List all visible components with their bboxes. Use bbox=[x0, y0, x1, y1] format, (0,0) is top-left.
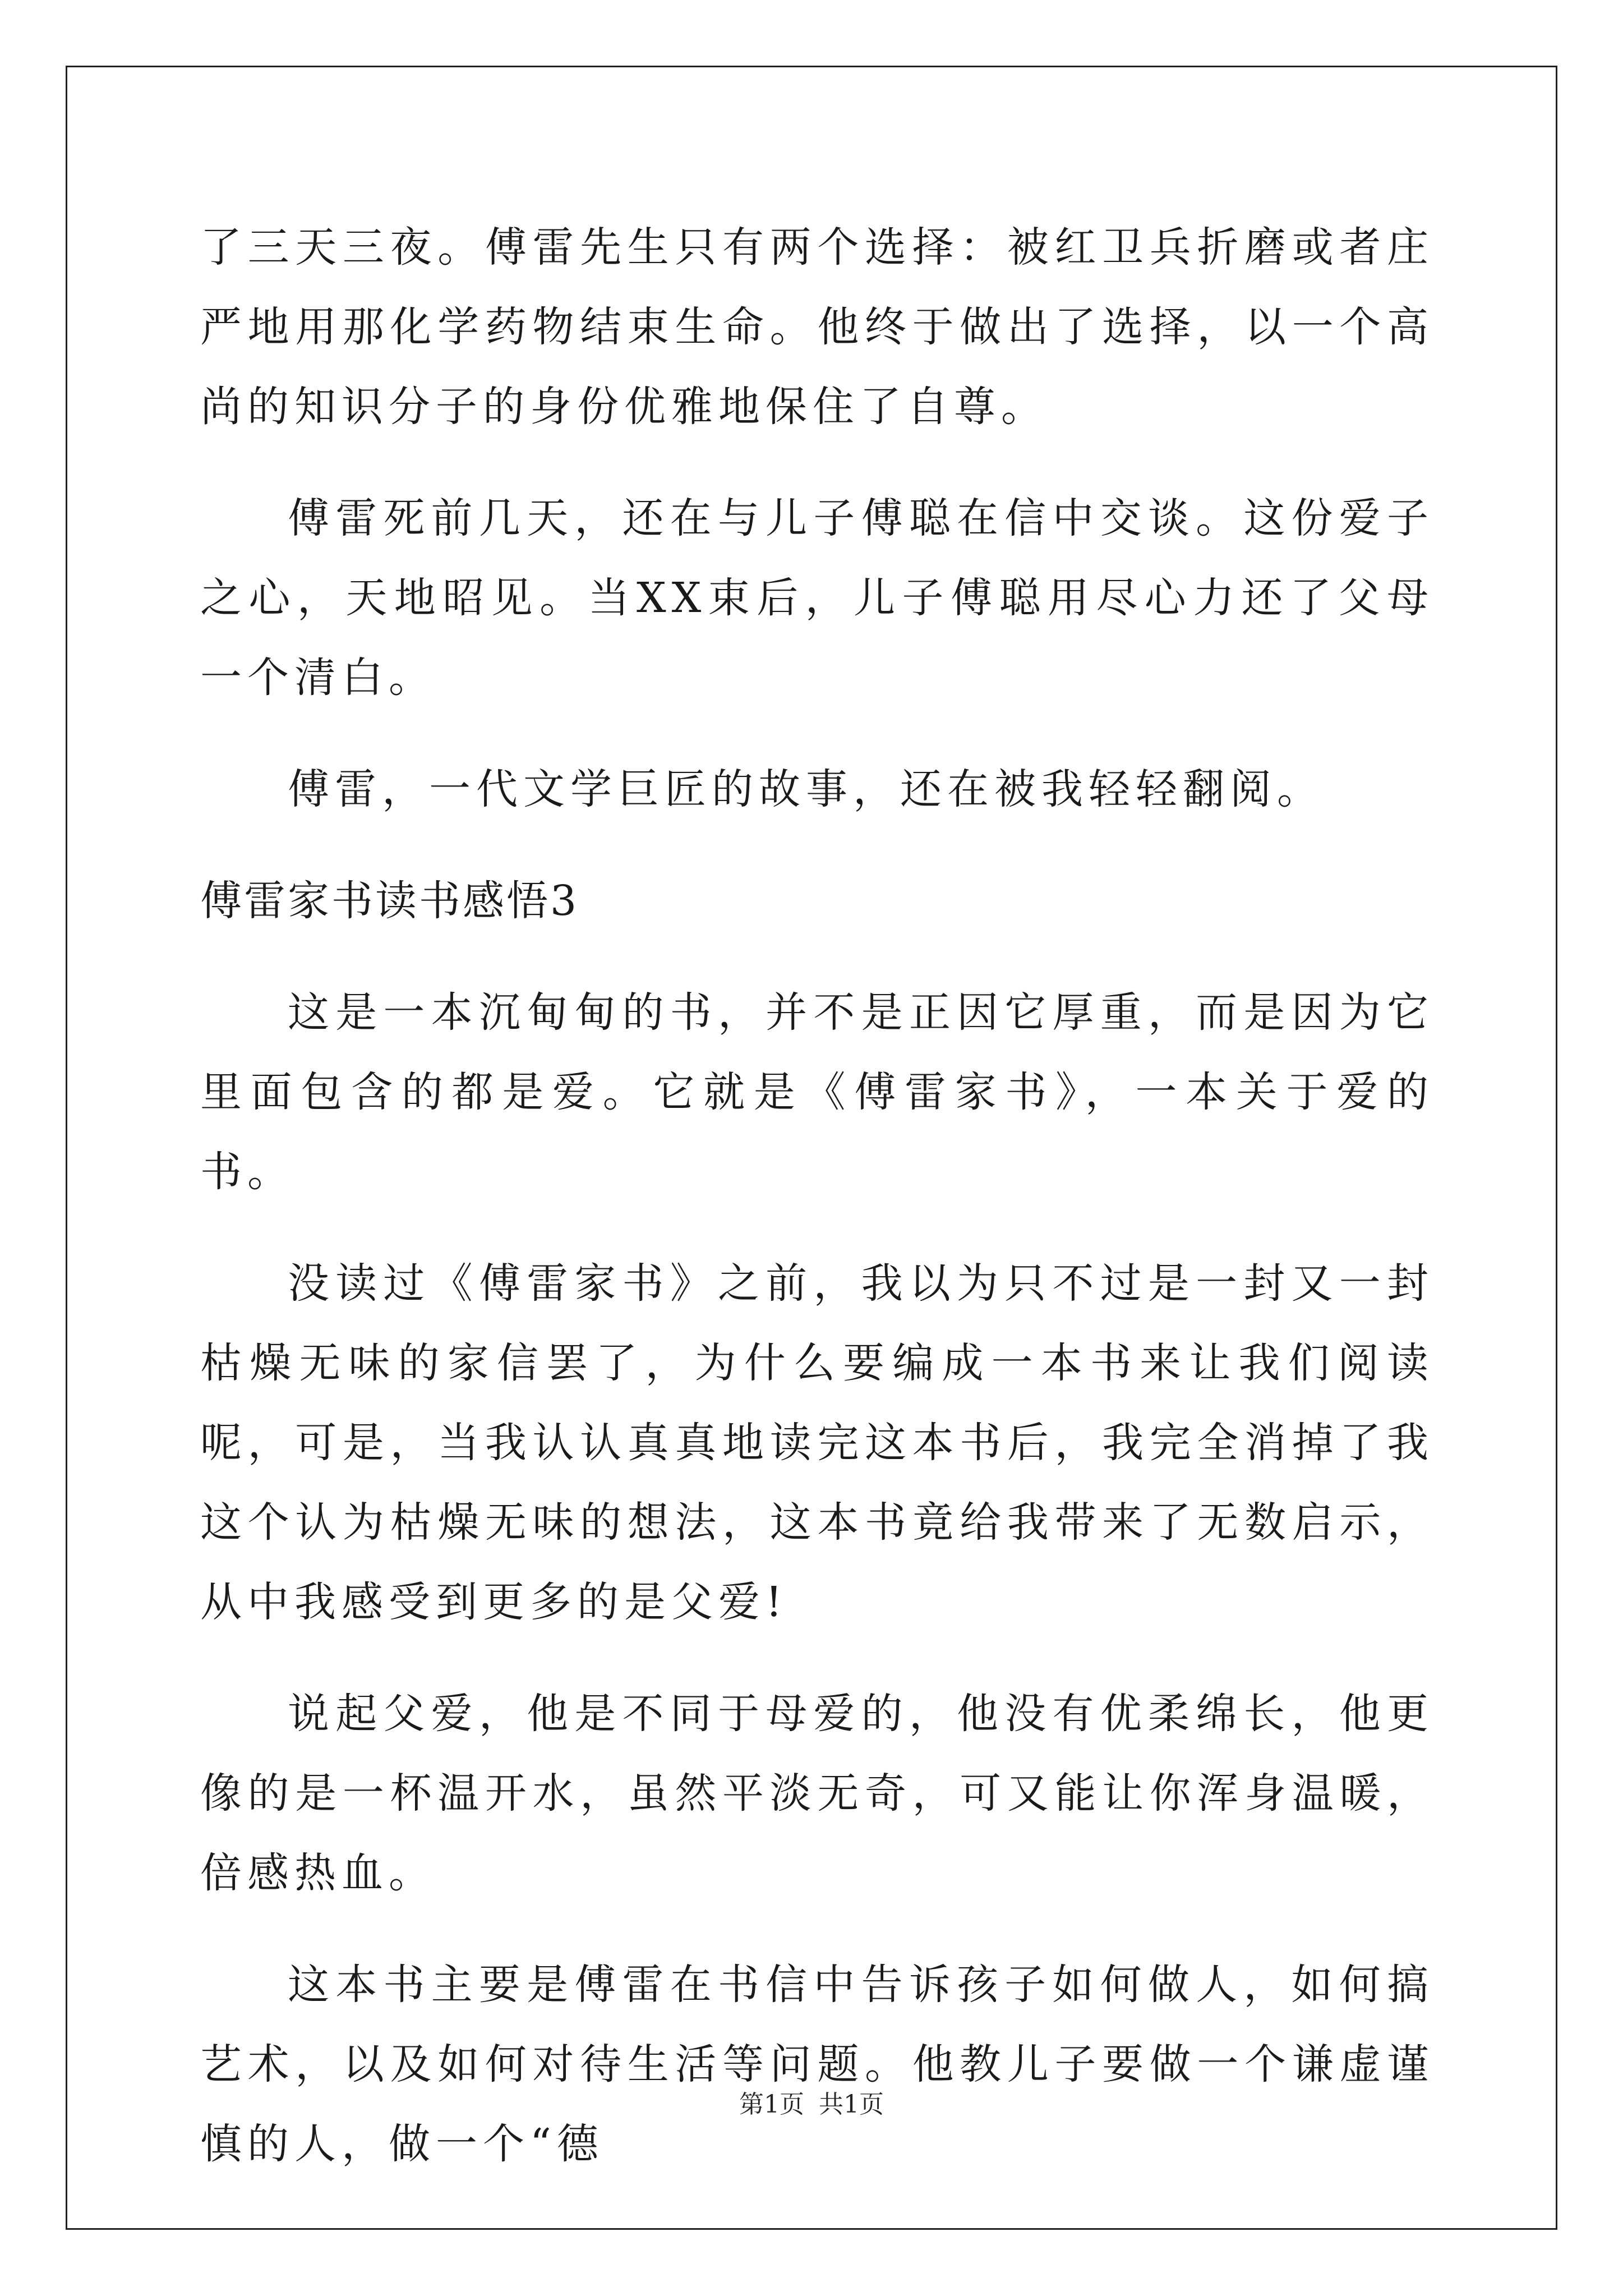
page-number: 第1页 bbox=[739, 2090, 804, 2119]
paragraph: 傅雷死前几天，还在与儿子傅聪在信中交谈。这份爱子之心，天地昭见。当XX束后，儿子傅聪用尽心力还了父母一个清白。 bbox=[200, 494, 1434, 702]
document-body bbox=[200, 208, 1434, 2216]
page-total: 共1页 bbox=[819, 2090, 884, 2119]
paragraph: 傅雷，一代文学巨匠的故事，还在被我轻轻翻阅。 bbox=[288, 765, 1324, 813]
paragraph: 这是一本沉甸甸的书，并不是正因它厚重，而是因为它里面包含的都是爱。它就是《傅雷家书》，一本关于爱的书。 bbox=[200, 988, 1434, 1196]
section-heading: 傅雷家书读书感悟3 bbox=[200, 877, 579, 925]
paragraph: 没读过《傅雷家书》之前，我以为只不过是一封又一封枯燥无味的家信罢了，为什么要编成一本书来让我们阅读呢，可是，当我认认真真地读完这本书后，我完全消掉了我这个认为枯燥无味的想法，这本书竟给我带来了无数启示，从中我感受到更多的是父爱! bbox=[200, 1259, 1434, 1626]
paragraph: 说起父爱，他是不同于母爱的，他没有优柔绵长，他更像的是一杯温开水，虽然平淡无奇，可又能让你浑身温暖，倍感热血。 bbox=[200, 1690, 1434, 1897]
paragraph: 这本书主要是傅雷在书信中告诉孩子如何做人，如何搞艺术，以及如何对待生活等问题。他教儿子要做一个谦虚谨慎的人，做一个“德 bbox=[200, 1961, 1434, 2168]
paragraph-continuation: 了三天三夜。傅雷先生只有两个选择：被红卫兵折磨或者庄严地用那化学药物结束生命。他终于做出了选择，以一个高尚的知识分子的身份优雅地保住了自尊。 bbox=[200, 223, 1434, 431]
page-footer bbox=[0, 2088, 1623, 2122]
